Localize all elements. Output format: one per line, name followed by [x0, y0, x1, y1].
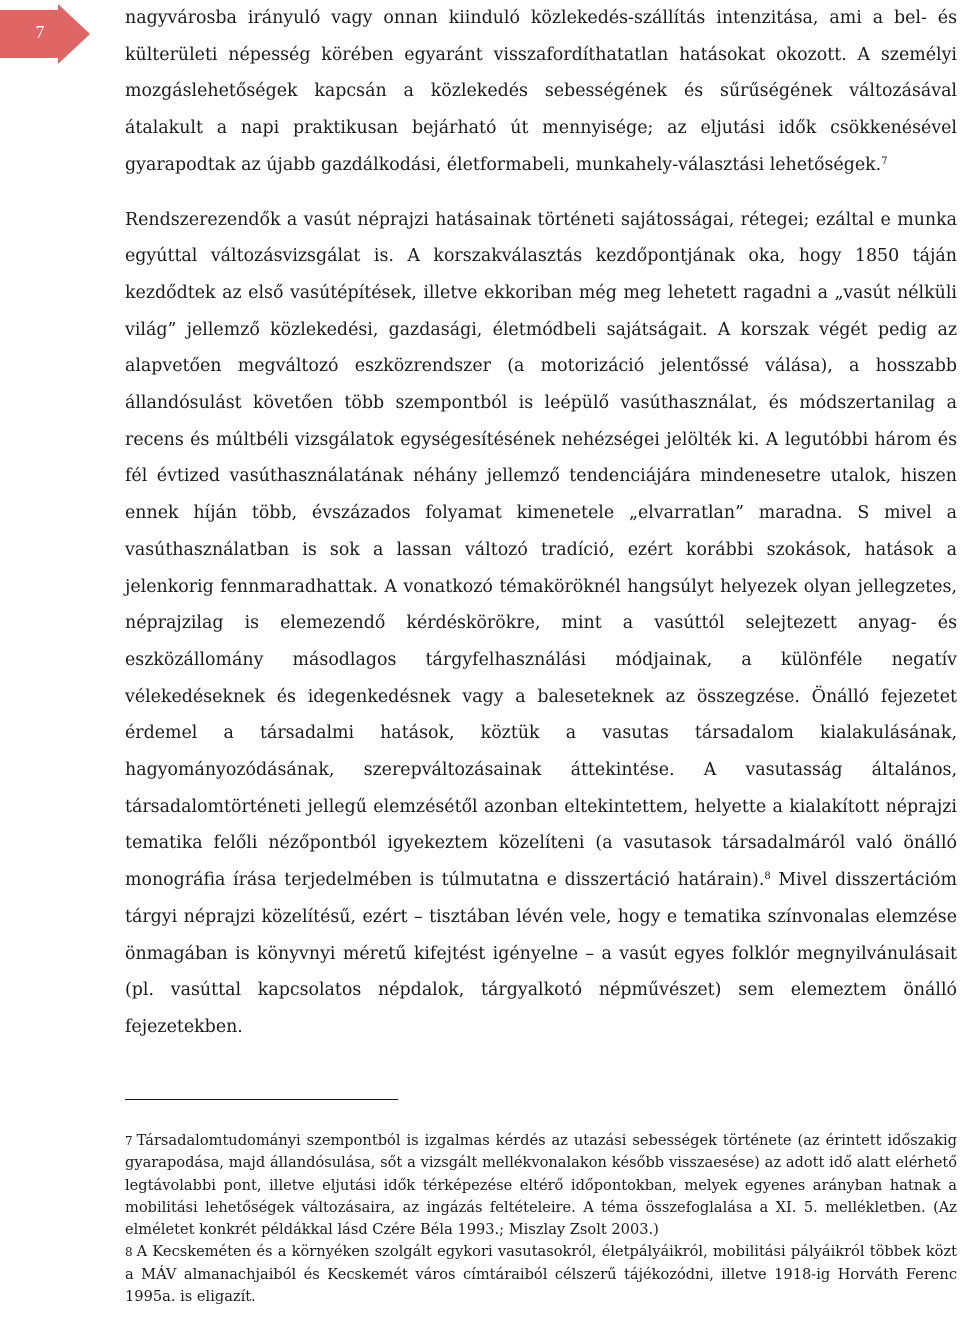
footnote-ref-7[interactable]: 7: [881, 155, 888, 167]
footnote-mark: 7: [125, 1134, 133, 1148]
footnote-7: [125, 1130, 957, 1241]
footnote-8: [125, 1241, 957, 1308]
paragraph-1-text: nagyvárosba irányuló vagy onnan kiinduló közlekedés-szállítás intenzitása, ami a bel- és külterületi népesség körében egyaránt visszafordíthatatlan hatásokat okozott. A személyi mozgáslehetőségek kapcsán a közlekedés sebességének és sűrűségének változásával átalakult a napi praktikusan bejárható út mennyisége; az eljutási idők csökkenésével gyarapodtak az újabb gazdálkodási, életformabeli, munkahely-választási lehetőségek.: [125, 8, 957, 175]
page-number: 7: [35, 22, 45, 42]
main-text: [125, 0, 957, 1046]
footnote-separator: [125, 1099, 398, 1100]
footnote-text: A Kecskeméten és a környéken szolgált egykori vasutasokról, életpályáikról, mobilitási pályáikról többek közt a MÁV almanachjaiból és Kecskemét város címtáraiból célszerű tájékozódni, illetve 1918-ig Horváth Ferenc 1995a. is eligazít.: [125, 1243, 957, 1306]
paragraph-2: [125, 202, 957, 1046]
paragraph-1: [125, 0, 957, 184]
paragraph-2-text-b: Mivel disszertációm tárgyi néprajzi közelítésű, ezért – tisztában lévén vele, hogy e tematika színvonalas elemzése önmagában is könyvnyi méretű kifejtést igényelne – a vasút egyes folklór megnyilvánulásait (pl. vasúttal kapcsolatos népdalok, tárgyalkotó népművészet) sem elemeztem önálló fejezetekben.: [125, 870, 957, 1037]
footnote-text: Társadalomtudományi szempontból is izgalmas kérdés az utazási sebességek története (az érintett időszakig gyarapodása, majd állandósulása, sőt a vizsgált mellékvonalakon később visszaesése) az adott idő alatt elérhető legtávolabbi pont, illetve eljutási idők térképezése eltérő időpontokban, melyek egyenes arányban hatnak a mobilitási lehetőségek változásaira, az ingázás feltételeire. A téma összefoglalása a XI. 5. mellékletben. (Az elméletet konkrét példákkal lásd Czére Béla 1993.; Miszlay Zsolt 2003.): [125, 1132, 957, 1239]
page-number-badge: [0, 4, 90, 64]
footnote-ref-8[interactable]: 8: [764, 871, 771, 883]
footnotes: [125, 1130, 957, 1308]
paragraph-2-text-a: Rendszerezendők a vasút néprajzi hatásainak történeti sajátosságai, rétegei; ezáltal e munka egyúttal változásvizsgálat is. A korszakválasztás kezdőpontjának oka, hogy 1850 táján kezdődtek az első vasútépítések, illetve ekkoriban még meg lehetett ragadni a „vasút nélküli világ” jellemző közlekedési, gazdasági, életmódbeli sajátságait. A korszak végét pedig az alapvetően megváltozó eszközrendszer (a motorizáció jelentőssé válása), a hosszabb állandósulást követően több szempontból is leépülő vasúthasználat, és módszertanilag a recens és múltbéli vizsgálatok egységesítésének nehézségei jelölték ki. A legutóbbi három és fél évtized vasúthasználatának néhány jellemző tendenciájára mindenesetre utalok, hiszen ennek híján több, évszázados folyamat kimenetele „elvarratlan” maradna. S mivel a vasúthasználatban is sok a lassan változó tradíció, ezért korábbi szokások, hatások a jelenkorig fennmaradhattak. A vonatkozó témaköröknél hangsúlyt helyezek olyan jellegzetes, néprajzilag is elemezendő kérdéskörökre, mint a vasúttól selejtezett anyag- és eszközállomány másodlagos tárgyfelhasználási módjainak, a különféle negatív vélekedéseknek és idegenkedésnek vagy a baleseteknek az összegzése. Önálló fejezetet érdemel a társadalmi hatások, köztük a vasutas társadalom kialakulásának, hagyományozódásának, szerepváltozásainak áttekintése. A vasutasság általános, társadalomtörténeti jellegű elemzésétől azonban eltekintettem, helyette a kialakított néprajzi tematika felőli nézőpontból igyekeztem közelíteni (a vasutasok társadalmáról való önálló monográfia írása terjedelmében is túlmutatna e disszertáció határain).: [125, 209, 957, 891]
footnote-mark: 8: [125, 1245, 133, 1260]
